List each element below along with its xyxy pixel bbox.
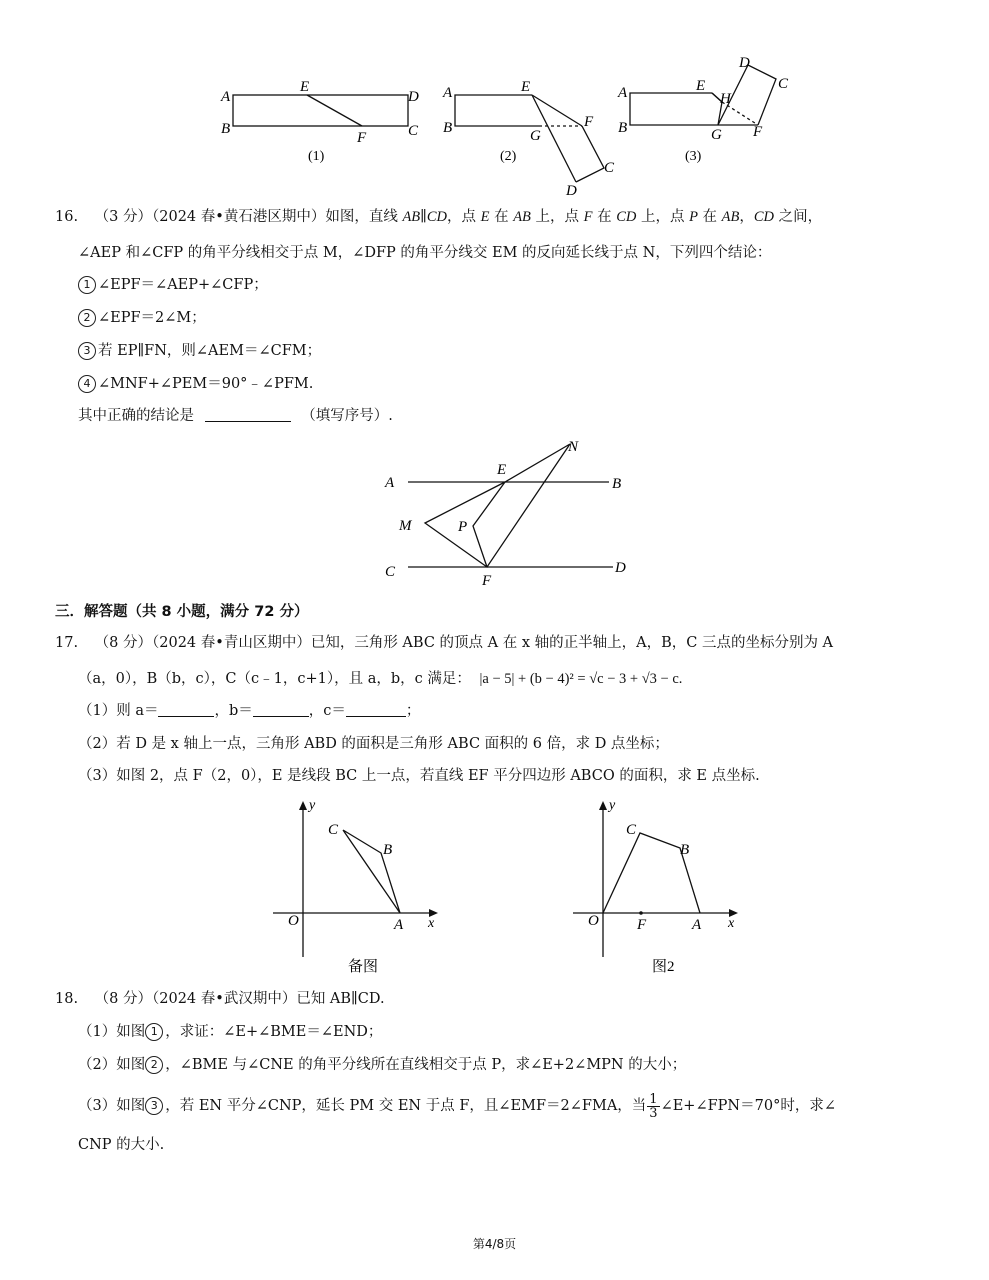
label-E1: E <box>300 79 310 95</box>
q17-c-blank[interactable] <box>346 702 406 717</box>
q16-line1-seg: AB <box>721 209 740 225</box>
q16-ask <box>78 405 393 427</box>
q17a-y-label: y <box>309 798 316 813</box>
q16-line1-seg: AB <box>513 209 531 225</box>
q16-line1-seg: AB <box>402 209 421 225</box>
q17a-C-label: C <box>328 822 339 838</box>
q18-sub3-post: ∠E+∠FPN＝70°时，求∠ <box>660 1098 836 1114</box>
q16-ask-after: （填写序号）. <box>301 408 393 424</box>
q16-option-1 <box>78 274 268 296</box>
q16-opt4-num: 4 <box>78 375 96 393</box>
q17b-C-label: C <box>626 822 637 838</box>
page-footer: 第4/8页 <box>472 1237 517 1251</box>
q18-sub3-circ: 3 <box>145 1097 163 1115</box>
q17-sub1-c-label: ，c＝ <box>308 703 346 719</box>
q16-opt4-text: ∠MNF+∠PEM＝90°﹣∠PFM. <box>98 376 314 392</box>
q16-label-D: D <box>615 560 626 576</box>
q16-line1-seg: 在 <box>489 209 514 225</box>
q17-b-blank[interactable] <box>253 702 309 717</box>
q16-line1-seg: ∥ <box>420 209 427 225</box>
fig15-3 <box>630 65 776 125</box>
q16-answer-blank[interactable] <box>205 407 291 422</box>
q18-sub3-pre: （3）如图 <box>78 1098 146 1114</box>
q16-line1-seg: ， <box>739 209 754 225</box>
q16-line2: ∠AEP 和∠CFP 的角平分线相交于点 M，∠DFP 的角平分线交 EM 的反向延长线于点 N，下列四个结论： <box>78 245 772 261</box>
q16-line1-seg: ，点 <box>447 209 481 225</box>
q16-line1-seg: 上，点 <box>636 209 690 225</box>
q16-line1-seg: 上，点 <box>530 209 584 225</box>
q16-ask-before: 其中正确的结论是 <box>78 408 194 424</box>
q16-option-4 <box>78 373 313 395</box>
fig15-diagrams <box>210 50 800 200</box>
label-F3: F <box>753 124 763 140</box>
q16-line1-seg: F <box>583 209 593 225</box>
question-16 <box>55 206 955 436</box>
q17b-A-label: A <box>692 917 702 933</box>
label-A2: A <box>443 85 453 101</box>
label-H3: H <box>720 91 731 107</box>
q17a-origin-label: O <box>288 913 299 929</box>
q16-line1-seg: 在 <box>697 209 722 225</box>
q18-sub2-pre: （2）如图 <box>78 1057 146 1073</box>
q16-line1-seg: 在 <box>592 209 617 225</box>
q16-option-2 <box>78 307 206 329</box>
q17a-A-label: A <box>394 917 404 933</box>
q18-sub1 <box>78 1021 382 1043</box>
q16-line1-seg: CD <box>616 209 637 225</box>
q17-line2: （a，0），B（b，c），C（c﹣1，c+1），且 a，b，c 满足： <box>78 671 471 687</box>
q17-a-blank[interactable] <box>158 702 214 717</box>
q16-line1-seg: CD <box>753 209 775 225</box>
q16-label-N: N <box>568 439 579 455</box>
q17-sub3: （3）如图 2，点 F（2，0），E 是线段 BC 上一点，若直线 EF 平分四边形 ABCO 的面积，求 E 点坐标. <box>78 768 760 784</box>
q16-meta: （3 分）（2024 春•黄石港区期中）如图，直线 <box>94 209 403 225</box>
q17a-x-label: x <box>428 916 435 931</box>
q18-fraction <box>647 1093 659 1120</box>
q16-label-B: B <box>612 476 622 492</box>
q18-last-line: CNP 的大小. <box>78 1137 165 1153</box>
label-C1: C <box>408 123 419 139</box>
label-B2: B <box>443 120 453 136</box>
q17b-B-label: B <box>680 842 690 858</box>
q17-sub1 <box>78 700 420 722</box>
q17-sub2: （2）若 D 是 x 轴上一点，三角形 ABD 的面积是三角形 ABC 面积的 6 倍，求 D 点坐标； <box>78 736 669 752</box>
caption-1: (1) <box>308 149 325 164</box>
q17b-origin-label: O <box>588 913 599 929</box>
q16-label-E: E <box>497 462 507 478</box>
q16-line1-seg: E <box>480 209 490 225</box>
q18-sub2-circ: 2 <box>145 1056 163 1074</box>
q18-number: 18. <box>55 991 79 1007</box>
q18-sub2-post: ，∠BME 与∠CNE 的角平分线所在直线相交于点 P，求∠E+2∠MPN 的大小； <box>165 1057 687 1073</box>
label-D2: D <box>566 183 577 199</box>
q17-line1: （8 分）（2024 春•青山区期中）已知，三角形 ABC 的顶点 A 在 x 轴的正半轴上，A，B，C 三点的坐标分别为 A <box>94 635 834 651</box>
label-C2: C <box>604 160 615 176</box>
q18-sub1-pre: （1）如图 <box>78 1024 146 1040</box>
q18-frac-num: 1 <box>649 1091 658 1107</box>
q18-frac-den: 3 <box>649 1105 658 1121</box>
q16-opt1-text: ∠EPF＝∠AEP+∠CFP； <box>98 277 268 293</box>
q16-label-M: M <box>399 518 412 534</box>
q17-figure-backup <box>268 795 448 980</box>
caption-2: (2) <box>500 149 517 164</box>
q16-line1-seg: CD <box>426 209 448 225</box>
q16-opt2-num: 2 <box>78 309 96 327</box>
q17-backup-caption: 备图 <box>348 959 379 975</box>
q18-sub3 <box>78 1092 836 1120</box>
q17-sub1-b-label: ，b＝ <box>214 703 253 719</box>
label-E2: E <box>521 79 531 95</box>
q17-figure-2 <box>568 795 748 980</box>
label-E3: E <box>696 78 706 94</box>
label-B1: B <box>221 121 231 137</box>
label-B3: B <box>618 120 628 136</box>
q16-opt2-text: ∠EPF＝2∠M； <box>98 310 206 326</box>
label-G3: G <box>711 127 722 143</box>
q17-equation: |a − 5| + (b − 4)² = √c − 3 + √3 − c. <box>479 671 683 687</box>
q16-line1-seg: P <box>689 209 698 225</box>
q18-sub1-post: ，求证：∠E+∠BME＝∠END； <box>165 1024 383 1040</box>
q16-option-3 <box>78 340 321 362</box>
q16-number: 16. <box>55 209 79 225</box>
q18-line1: （8 分）（2024 春•武汉期中）已知 AB∥CD. <box>94 991 385 1007</box>
label-D1: D <box>408 89 419 105</box>
q17-number: 17. <box>55 635 79 651</box>
q16-label-C: C <box>385 564 396 580</box>
q17b-x-label: x <box>728 916 735 931</box>
q17b-F-label: F <box>637 917 647 933</box>
label-G2: G <box>530 128 541 144</box>
q16-opt3-text: 若 EP∥FN，则∠AEM＝∠CFM； <box>98 343 322 359</box>
q16-line1-rest <box>402 209 822 225</box>
q16-opt1-num: 1 <box>78 276 96 294</box>
label-D3: D <box>739 55 750 71</box>
question-17 <box>55 632 955 792</box>
label-A3: A <box>618 85 628 101</box>
q16-label-A: A <box>385 475 395 491</box>
question-18 <box>55 988 955 1168</box>
q18-sub2 <box>78 1054 686 1076</box>
q16-line1-seg: 之间， <box>774 209 823 225</box>
q16-figure <box>375 432 645 592</box>
caption-3: (3) <box>685 149 702 164</box>
label-F2: F <box>584 114 594 130</box>
label-F1: F <box>357 130 367 146</box>
section-3-heading: 三．解答题（共 8 小题，满分 72 分） <box>55 604 309 620</box>
label-A1: A <box>221 89 231 105</box>
q18-sub1-circ: 1 <box>145 1023 163 1041</box>
q17-fig2-caption: 图2 <box>652 959 675 975</box>
q17a-B-label: B <box>383 842 393 858</box>
q17b-y-label: y <box>609 798 616 813</box>
q16-label-P: P <box>458 519 468 535</box>
q17-sub1-a-label: （1）则 a＝ <box>78 703 159 719</box>
q17-sub1-end: ； <box>405 703 421 719</box>
fig15-1 <box>233 95 408 126</box>
q16-label-F: F <box>482 573 492 589</box>
q18-sub3-mid: ，若 EN 平分∠CNP，延长 PM 交 EN 于点 F，且∠EMF＝2∠FMA，当 <box>165 1098 647 1114</box>
label-C3: C <box>778 76 789 92</box>
q16-opt3-num: 3 <box>78 342 96 360</box>
